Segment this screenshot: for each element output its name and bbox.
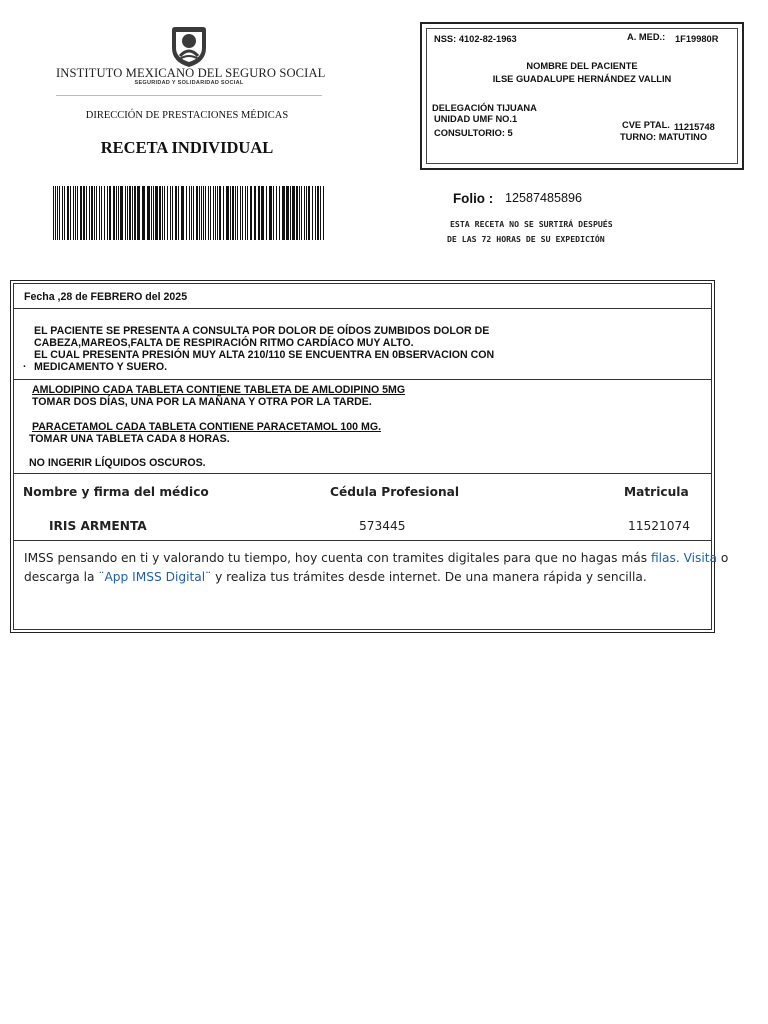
digital-info-text-2b: y realiza tus trámites desde internet. De una manera rápida y sencilla. — [211, 570, 647, 584]
barcode-bar — [320, 186, 321, 240]
barcode-bar — [191, 186, 192, 240]
barcode-bar — [118, 186, 119, 240]
medication-1-instruction: TOMAR DOS DÍAS, UNA POR LA MAÑANA Y OTRA POR LA TARDE. — [32, 396, 372, 408]
patient-info-box — [420, 22, 744, 170]
doctor-name: IRIS ARMENTA — [49, 519, 147, 533]
barcode-bar — [125, 186, 126, 240]
barcode-bar — [186, 186, 187, 240]
barcode-bar — [86, 186, 87, 240]
folio-label: Folio : — [453, 191, 494, 206]
barcode-bar — [286, 186, 289, 240]
medication-2-name: PARACETAMOL CADA TABLETA CONTIENE PARACETAMOL 100 MG. — [32, 421, 382, 433]
date-divider — [14, 308, 711, 309]
medication-2-instruction: TOMAR UNA TABLETA CADA 8 HORAS. — [29, 433, 230, 445]
barcode-bar — [151, 186, 152, 240]
barcode-bar — [219, 186, 221, 240]
folio-value: 12587485896 — [505, 191, 583, 205]
barcode-bar — [306, 186, 307, 240]
direction-title: DIRECCIÓN DE PRESTACIONES MÉDICAS — [85, 110, 289, 121]
medication-divider — [14, 473, 711, 474]
barcode-bar — [55, 186, 56, 240]
barcode-bar — [269, 186, 272, 240]
diagnosis-line-3: EL CUAL PRESENTA PRESIÓN MUY ALTA 210/110 SE ENCUENTRA EN 0BSERVACION CON — [34, 349, 495, 361]
matricula-value: 11521074 — [628, 519, 691, 533]
imss-logo-icon — [166, 26, 212, 68]
barcode-bar — [96, 186, 97, 240]
barcode-bar — [261, 186, 264, 240]
barcode-bar — [208, 186, 209, 240]
barcode-bar — [116, 186, 117, 240]
barcode-bar — [142, 186, 145, 240]
barcode-bar — [296, 186, 298, 240]
unidad: UNIDAD UMF NO.1 — [434, 114, 518, 124]
barcode-bar — [258, 186, 260, 240]
expiry-notice-line-1: ESTA RECETA NO SE SURTIRÁ DESPUÉS — [450, 219, 613, 229]
barcode-bar — [317, 186, 319, 240]
cve-ptal-value: 11215748 — [674, 122, 715, 132]
prescription-box — [10, 280, 729, 633]
barcode-bar — [240, 186, 241, 240]
barcode-bar — [304, 186, 305, 240]
barcode-bar — [217, 186, 218, 240]
medication-1-name: AMLODIPINO CADA TABLETA CONTIENE TABLETA DE AMLODIPINO 5MG — [32, 384, 406, 396]
barcode-bar — [164, 186, 165, 240]
barcode-bar — [193, 186, 194, 240]
barcode-bar — [181, 186, 184, 240]
barcode-bar — [323, 186, 324, 240]
doctor-name-header: Nombre y firma del médico — [23, 485, 209, 499]
barcode-bar — [137, 186, 140, 240]
diagnosis-line-2: CABEZA,MAREOS,FALTA DE RESPIRACIÓN RITMO CARDÍACO MUY ALTO. — [34, 337, 414, 349]
barcode-bar — [62, 186, 63, 240]
barcode-bar — [254, 186, 256, 240]
digital-info-text-1b: o — [717, 551, 729, 565]
turno: TURNO: MATUTINO — [620, 132, 708, 142]
barcode-bar — [210, 186, 211, 240]
header-divider — [56, 95, 322, 96]
barcode-bar — [245, 186, 246, 240]
barcode-bar — [73, 186, 74, 240]
barcode-bar — [282, 186, 285, 240]
barcode-bar — [109, 186, 111, 240]
patient-name-label: NOMBRE DEL PACIENTE — [526, 61, 638, 71]
barcode-bar — [67, 186, 69, 240]
diagnosis-line-1: EL PACIENTE SE PRESENTA A CONSULTA POR DOLOR DE OÍDOS ZUMBIDOS DOLOR DE — [34, 325, 490, 337]
barcode-bar — [101, 186, 102, 240]
barcode-bar — [162, 186, 163, 240]
barcode — [52, 186, 326, 240]
nss-label: NSS: — [434, 34, 457, 44]
barcode-bar — [178, 186, 179, 240]
barcode-bar — [299, 186, 300, 240]
digital-info-line-1 — [24, 551, 728, 565]
barcode-bar — [80, 186, 82, 240]
barcode-bar — [107, 186, 108, 240]
barcode-bar — [242, 186, 243, 240]
patient-info-inner-frame — [426, 28, 738, 164]
barcode-bar — [235, 186, 236, 240]
barcode-bar — [230, 186, 231, 240]
barcode-bar — [223, 186, 224, 240]
barcode-bar — [301, 186, 302, 240]
barcode-bar — [199, 186, 200, 240]
barcode-bar — [129, 186, 131, 240]
barcode-bar — [279, 186, 280, 240]
barcode-bar — [276, 186, 277, 240]
barcode-bar — [113, 186, 115, 240]
prescription-inner-frame — [13, 283, 729, 630]
barcode-bar — [273, 186, 274, 240]
digital-info-text-1a: IMSS pensando en ti y valorando tu tiempo, hoy cuenta con tramites digitales para que no hagas más — [24, 551, 651, 565]
barcode-bar — [226, 186, 229, 240]
diagnosis-divider — [14, 379, 711, 380]
patient-name: ILSE GUADALUPE HERNÁNDEZ VALLIN — [492, 74, 672, 84]
institution-name: INSTITUTO MEXICANO DEL SEGURO SOCIAL — [56, 66, 326, 80]
institution-motto: SEGURIDAD Y SOLIDARIDAD SOCIAL — [134, 80, 244, 86]
barcode-bar — [57, 186, 58, 240]
barcode-bar — [89, 186, 90, 240]
doctor-divider — [14, 540, 711, 541]
barcode-bar — [132, 186, 133, 240]
barcode-bar — [155, 186, 158, 240]
cve-ptal-label: CVE PTAL. — [622, 120, 670, 130]
barcode-bar — [196, 186, 198, 240]
barcode-bar — [75, 186, 76, 240]
barcode-bar — [315, 186, 316, 240]
barcode-bar — [70, 186, 71, 240]
cedula-header: Cédula Profesional — [330, 485, 460, 499]
consultorio: CONSULTORIO: 5 — [434, 128, 513, 138]
barcode-bar — [94, 186, 95, 240]
barcode-bar — [134, 186, 136, 240]
barcode-bar — [104, 186, 105, 240]
barcode-bar — [91, 186, 93, 240]
expiry-notice-line-2: DE LAS 72 HORAS DE SU EXPEDICIÓN — [447, 234, 605, 244]
matricula-header: Matricula — [624, 485, 689, 499]
barcode-bar — [175, 186, 177, 240]
barcode-bar — [266, 186, 267, 240]
barcode-bar — [83, 186, 85, 240]
barcode-bar — [153, 186, 154, 240]
amed-value: 1F19980R — [675, 34, 719, 44]
nss-value: 4102-82-1963 — [458, 34, 517, 44]
diagnosis-line-4: MEDICAMENTO Y SUERO. — [34, 361, 168, 373]
barcode-bar — [213, 186, 214, 240]
barcode-bar — [215, 186, 216, 240]
prescription-note: NO INGERIR LÍQUIDOS OSCUROS. — [29, 457, 206, 469]
barcode-bar — [147, 186, 150, 240]
barcode-bar — [290, 186, 291, 240]
barcode-bar — [203, 186, 204, 240]
barcode-bar — [312, 186, 313, 240]
prescription-date: Fecha ,28 de FEBRERO del 2025 — [24, 291, 188, 303]
barcode-bar — [172, 186, 173, 240]
barcode-bar — [250, 186, 252, 240]
document-title: RECETA INDIVIDUAL — [100, 138, 274, 157]
app-imss-digital-link[interactable]: ¨App IMSS Digital¨ — [98, 570, 212, 584]
barcode-bar — [59, 186, 60, 240]
barcode-bar — [120, 186, 123, 240]
barcode-bar — [189, 186, 190, 240]
barcode-bar — [167, 186, 168, 240]
barcode-bar — [292, 186, 295, 240]
amed-label: A. MED.: — [627, 32, 666, 42]
barcode-bar — [159, 186, 161, 240]
barcode-bar — [232, 186, 234, 240]
barcode-bar — [64, 186, 65, 240]
digital-info-line-2 — [24, 570, 647, 584]
visit-link[interactable]: filas. Visita — [650, 551, 718, 565]
barcode-bar — [308, 186, 310, 240]
barcode-bar — [201, 186, 202, 240]
barcode-bar — [99, 186, 100, 240]
barcode-bar — [127, 186, 128, 240]
barcode-bar — [237, 186, 238, 240]
barcode-bar — [170, 186, 171, 240]
barcode-bar — [247, 186, 248, 240]
digital-info-text-2a: descarga la — [24, 570, 99, 584]
barcode-bar — [77, 186, 78, 240]
delegacion: DELEGACIÓN TIJUANA — [432, 103, 537, 113]
bullet-marker: · — [23, 361, 27, 373]
nss-field — [434, 34, 517, 44]
cedula-value: 573445 — [359, 519, 406, 533]
barcode-bar — [53, 186, 54, 240]
barcode-bar — [205, 186, 206, 240]
